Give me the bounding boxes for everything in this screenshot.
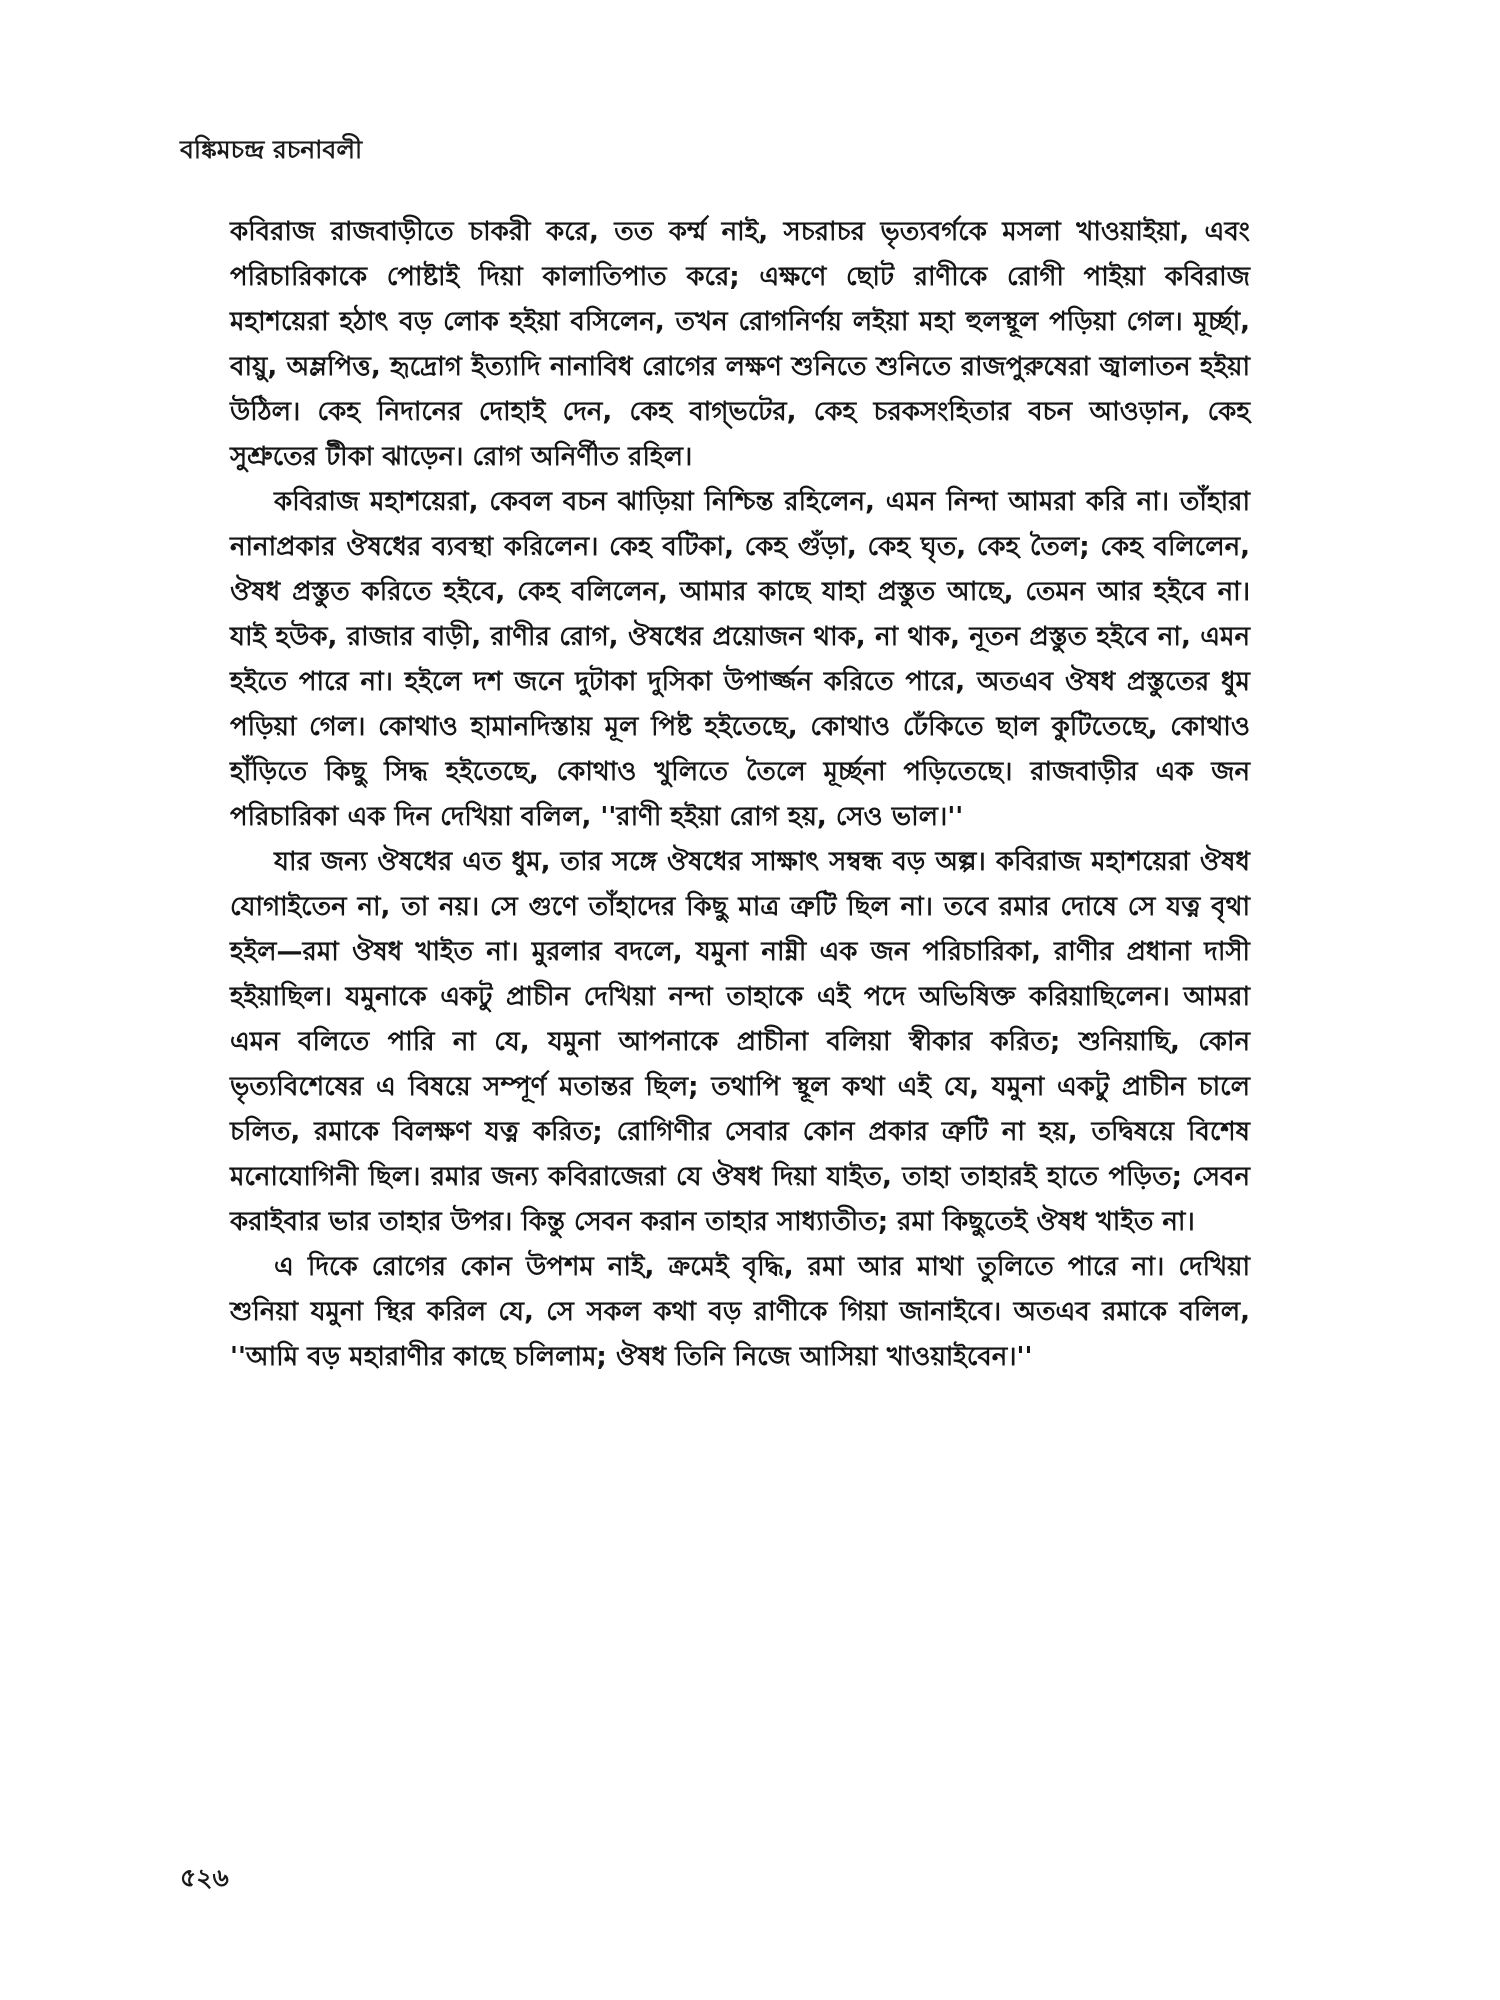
page-number: ৫২৬ — [180, 1863, 229, 1892]
paragraph: কবিরাজ রাজবাড়ীতে চাকরী করে, তত কর্ম্ম নাই, সচরাচর ভৃত্যবর্গকে মসলা খাওয়াইয়া, এবং পরিচারিকাকে পোষ্টাই দিয়া কালাতিপাত করে; এক্ষণে ছোট রাণীকে রোগী পাইয়া কবিরাজ মহাশয়েরা হঠাৎ বড় লোক হইয়া বসিলেন, তখন রোগনির্ণয় লইয়া মহা হুলস্থূল পড়িয়া গেল। মূর্চ্ছা, বায়ু, অম্লপিত্ত, হৃদ্রোগ ইত্যাদি নানাবিধ রোগের লক্ষণ শুনিতে শুনিতে রাজপুরুষেরা জ্বালাতন হইয়া উঠিল। কেহ নিদানের দোহাই দেন, কেহ বাগ্‌ভটের, কেহ চরকসংহিতার বচন আওড়ান, কেহ সুশ্রুতের টীকা ঝাড়েন। রোগ অনির্ণীত রহিল। — [230, 217, 1250, 472]
page-body-text — [230, 210, 1250, 1380]
running-head-title: বঙ্কিমচন্দ্র রচনাবলী — [180, 135, 363, 164]
paragraph: এ দিকে রোগের কোন উপশম নাই, ক্রমেই বৃদ্ধি, রমা আর মাথা তুলিতে পারে না। দেখিয়া শুনিয়া যমুনা স্থির করিল যে, সে সকল কথা বড় রাণীকে গিয়া জানাইবে। অতএব রমাকে বলিল, ''আমি বড় মহারাণীর কাছে চলিলাম; ঔষধ তিনি নিজে আসিয়া খাওয়াইবেন।'' — [230, 1252, 1250, 1372]
paragraph: যার জন্য ঔষধের এত ধুম, তার সঙ্গে ঔষধের সাক্ষাৎ সম্বন্ধ বড় অল্প। কবিরাজ মহাশয়েরা ঔষধ যোগাইতেন না, তা নয়। সে গুণে তাঁহাদের কিছু মাত্র ত্রুটি ছিল না। তবে রমার দোষে সে যত্ন বৃথা হইল—রমা ঔষধ খাইত না। মুরলার বদলে, যমুনা নাম্নী এক জন পরিচারিকা, রাণীর প্রধানা দাসী হইয়াছিল। যমুনাকে একটু প্রাচীন দেখিয়া নন্দা তাহাকে এই পদে অভিষিক্ত করিয়াছিলেন। আমরা এমন বলিতে পারি না যে, যমুনা আপনাকে প্রাচীনা বলিয়া স্বীকার করিত; শুনিয়াছি, কোন ভৃত্যবিশেষের এ বিষয়ে সম্পূর্ণ মতান্তর ছিল; তথাপি স্থূল কথা এই যে, যমুনা একটু প্রাচীন চালে চলিত, রমাকে বিলক্ষণ যত্ন করিত; রোগিণীর সেবার কোন প্রকার ত্রুটি না হয়, তদ্বিষয়ে বিশেষ মনোযোগিনী ছিল। রমার জন্য কবিরাজেরা যে ঔষধ দিয়া যাইত, তাহা তাহারই হাতে পড়িত; সেবন করাইবার ভার তাহার উপর। কিন্তু সেবন করান তাহার সাধ্যাতীত; রমা কিছুতেই ঔষধ খাইত না। — [230, 847, 1250, 1237]
paragraph: কবিরাজ মহাশয়েরা, কেবল বচন ঝাড়িয়া নিশ্চিন্ত রহিলেন, এমন নিন্দা আমরা করি না। তাঁহারা নানাপ্রকার ঔষধের ব্যবস্থা করিলেন। কেহ বটিকা, কেহ গুঁড়া, কেহ ঘৃত, কেহ তৈল; কেহ বলিলেন, ঔষধ প্রস্তুত করিতে হইবে, কেহ বলিলেন, আমার কাছে যাহা প্রস্তুত আছে, তেমন আর হইবে না। যাই হউক, রাজার বাড়ী, রাণীর রোগ, ঔষধের প্রয়োজন থাক, না থাক, নূতন প্রস্তুত হইবে না, এমন হইতে পারে না। হইলে দশ জনে দুটাকা দুসিকা উপার্জ্জন করিতে পারে, অতএব ঔষধ প্রস্তুতের ধুম পড়িয়া গেল। কোথাও হামানদিস্তায় মূল পিষ্ট হইতেছে, কোথাও ঢেঁকিতে ছাল কুটিতেছে, কোথাও হাঁড়িতে কিছু সিদ্ধ হইতেছে, কোথাও খুলিতে তৈলে মূর্চ্ছনা পড়িতেছে। রাজবাড়ীর এক জন পরিচারিকা এক দিন দেখিয়া বলিল, ''রাণী হইয়া রোগ হয়, সেও ভাল।'' — [230, 487, 1250, 832]
